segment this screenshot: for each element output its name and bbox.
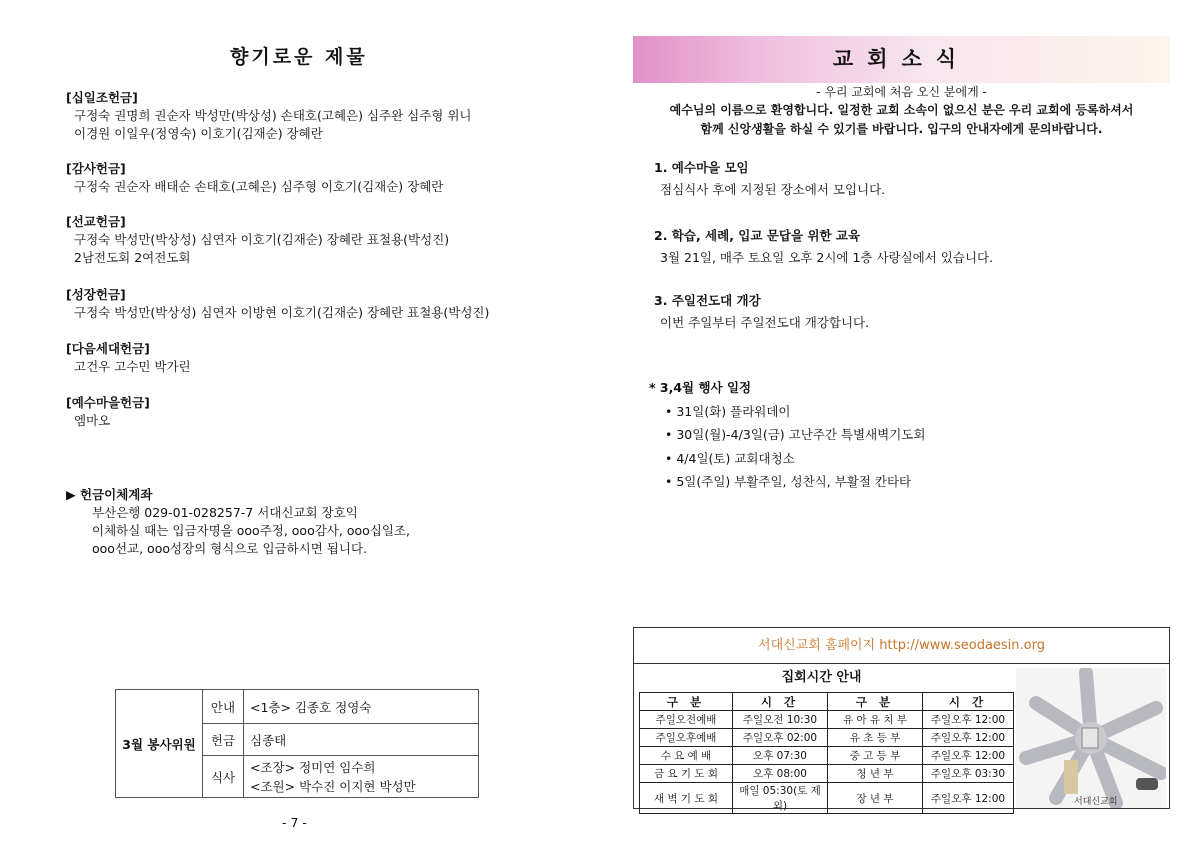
table-cell: 주일오후 03:30: [923, 765, 1014, 783]
table-row: [640, 747, 1014, 765]
news-item-body: 점심식사 후에 지정된 장소에서 모입니다.: [660, 182, 886, 197]
offering-section-tithe: [66, 89, 472, 143]
account-line: 부산은행 029-01-028257-7 서대신교회 장호익: [92, 505, 358, 520]
table-cell: 유 아 유 치 부: [828, 711, 923, 729]
table-cell: 수 요 예 배: [640, 747, 733, 765]
offering-section-growth: [66, 286, 489, 322]
role-cell: 헌금: [203, 724, 244, 756]
offering-section-thanks: [66, 160, 443, 196]
meeting-times-title: 집회시간 안내: [781, 670, 862, 685]
names-cell: 심종태: [244, 724, 479, 756]
table-cell: 장 년 부: [828, 783, 923, 814]
news-banner: 교회소식: [633, 36, 1170, 83]
section-line: 구정숙 권명희 권순자 박성만(박상성) 손태호(고혜은) 심주완 심주형 위니: [74, 108, 472, 123]
table-cell: 주일오전 10:30: [733, 711, 828, 729]
homepage-link[interactable]: 서대신교회 홈페이지 http://www.seodaesin.org: [634, 628, 1169, 664]
section-line: 고건우 고수민 박가린: [74, 359, 191, 374]
location-map: [1016, 668, 1166, 808]
page-title: 향기로운 제물: [230, 46, 368, 68]
table-cell: 중 고 등 부: [828, 747, 923, 765]
page-number: - 7 -: [282, 815, 307, 830]
schedule-entry: • 5일(주일) 부활주일, 성찬식, 부활절 칸타타: [665, 474, 912, 489]
service-volunteers-table: [115, 689, 479, 798]
table-cell: 주일오전예배: [640, 711, 733, 729]
section-heading: [감사헌금]: [66, 161, 126, 176]
church-info-box: [633, 627, 1170, 812]
column-header: 구 분: [640, 693, 733, 711]
table-cell: 주일오후 12:00: [923, 729, 1014, 747]
table-row: [640, 783, 1014, 814]
role-cell: 식사: [203, 756, 244, 798]
section-line: 엠마오: [74, 413, 111, 428]
table-cell: 주일오후 12:00: [923, 711, 1014, 729]
section-line: 구정숙 박성만(박상성) 심연자 이호기(김재순) 장혜란 표철용(박성진): [74, 232, 450, 247]
service-label: 3월 봉사위원: [116, 690, 203, 798]
schedule-title: * 3,4월 행사 일정: [649, 380, 752, 395]
table-cell: 주일오후 12:00: [923, 783, 1014, 814]
table-cell: 주일오후 12:00: [923, 747, 1014, 765]
schedule-entry: • 31일(화) 플라워데이: [665, 403, 791, 419]
news-item: [654, 290, 869, 334]
schedule-entry: • 4/4일(토) 교회대청소: [665, 450, 795, 466]
account-heading: ▶ 헌금이체계좌: [66, 487, 153, 502]
section-heading: [선교헌금]: [66, 214, 126, 229]
table-cell: 청 년 부: [828, 765, 923, 783]
section-line: 이경원 이일우(정영숙) 이호기(김재순) 장혜란: [74, 126, 323, 141]
welcome-line: 함께 신앙생활을 하실 수 있기를 바랍니다. 입구의 안내자에게 문의바랍니다.: [700, 122, 1103, 136]
section-heading: [십일조헌금]: [66, 90, 138, 105]
section-heading: [예수마을헌금]: [66, 395, 150, 410]
table-row: [640, 711, 1014, 729]
map-label: 서대신교회: [1074, 797, 1118, 807]
news-item-title: 3. 주일전도대 개강: [654, 293, 761, 308]
welcome-line: 예수님의 이름으로 환영합니다. 일정한 교회 소속이 없으신 분은 우리 교회에 등록하셔서: [669, 103, 1134, 117]
welcome-message: [633, 101, 1170, 139]
table-cell: 유 초 등 부: [828, 729, 923, 747]
event-schedule: [649, 376, 925, 494]
welcome-title: - 우리 교회에 처음 오신 분에게 -: [816, 85, 987, 99]
names-cell: <1층> 김종호 정영숙: [244, 690, 479, 724]
table-cell: 주일오후 02:00: [733, 729, 828, 747]
table-cell: 새 벽 기 도 회: [640, 783, 733, 814]
news-item-body: 3월 21일, 매주 토요일 오후 2시에 1층 사랑실에서 있습니다.: [660, 250, 994, 265]
table-cell: 매일 05:30(토 제외): [733, 783, 828, 814]
table-cell: 금 요 기 도 회: [640, 765, 733, 783]
section-line: 2남전도회 2여전도회: [74, 250, 191, 265]
offering-section-next-generation: [66, 340, 191, 376]
column-header: 시 간: [733, 693, 828, 711]
news-item-body: 이번 주일부터 주일전도대 개강합니다.: [660, 315, 870, 330]
column-header: 구 분: [828, 693, 923, 711]
account-line: ooo선교, ooo성장의 형식으로 입금하시면 됩니다.: [92, 541, 368, 556]
names-line: <조원> 박수진 이지현 박성만: [250, 778, 416, 794]
table-cell: 오후 08:00: [733, 765, 828, 783]
schedule-entry: • 30일(월)-4/3일(금) 고난주간 특별새벽기도회: [665, 427, 926, 442]
bank-account-info: [66, 486, 410, 558]
names-cell: [244, 756, 479, 798]
news-item: [654, 157, 885, 201]
section-line: 구정숙 권순자 배태순 손태호(고혜은) 심주형 이호기(김재순) 장혜란: [74, 179, 444, 194]
role-cell: 안내: [203, 690, 244, 724]
table-cell: 오후 07:30: [733, 747, 828, 765]
news-item-title: 1. 예수마을 모임: [654, 160, 749, 175]
section-heading: [다음세대헌금]: [66, 341, 150, 356]
column-header: 시 간: [923, 693, 1014, 711]
offering-section-mission: [66, 213, 449, 267]
account-line: 이체하실 때는 입금자명을 ooo주정, ooo감사, ooo십일조,: [92, 523, 410, 538]
section-line: 구정숙 박성만(박상성) 심연자 이방현 이호기(김재순) 장혜란 표철용(박성진): [74, 305, 490, 320]
section-heading: [성장헌금]: [66, 287, 126, 302]
news-item: [654, 225, 993, 269]
meeting-times-table: [639, 692, 1014, 814]
table-row: [640, 729, 1014, 747]
table-cell: 주일오후예배: [640, 729, 733, 747]
news-item-title: 2. 학습, 세례, 입교 문답을 위한 교육: [654, 228, 861, 243]
names-line: <조장> 정미연 임수희: [250, 759, 376, 775]
table-row: [640, 765, 1014, 783]
offering-section-village: [66, 394, 150, 430]
